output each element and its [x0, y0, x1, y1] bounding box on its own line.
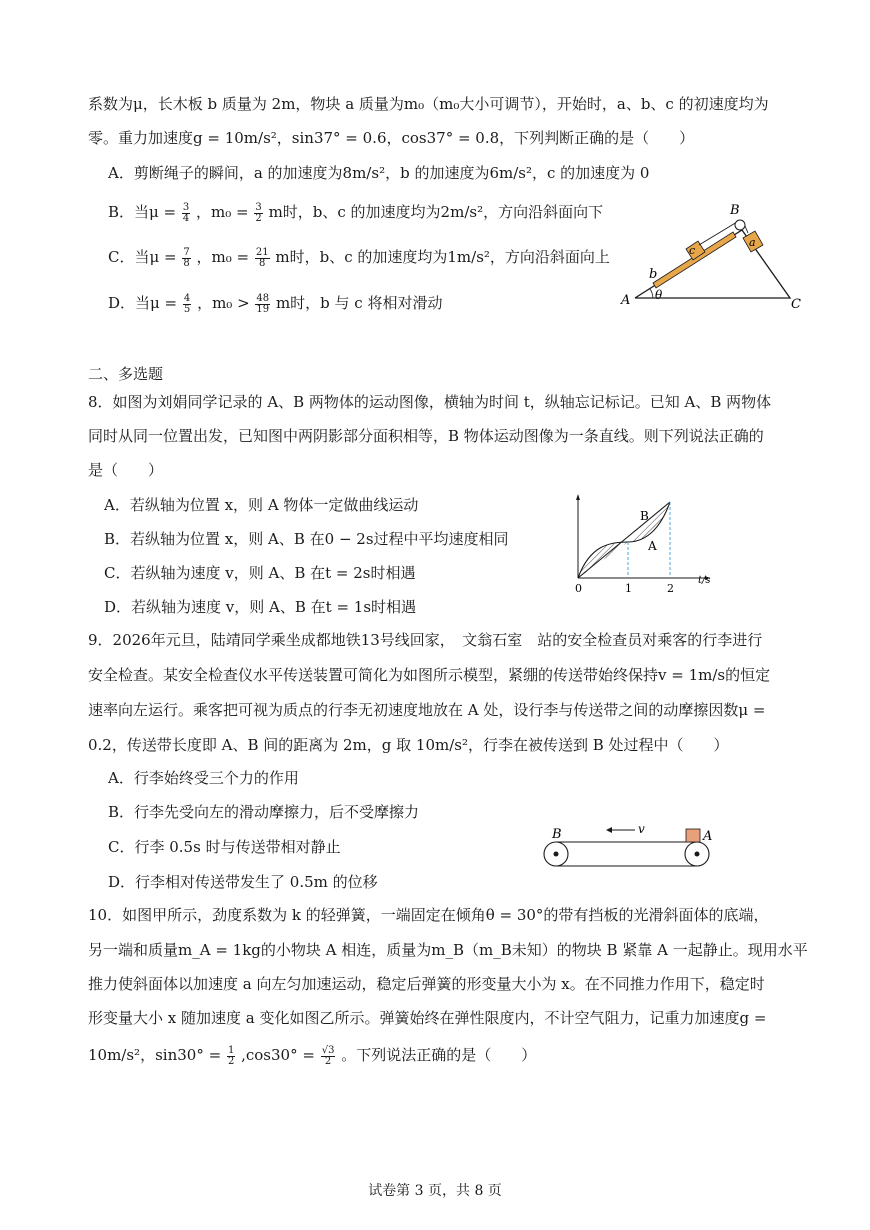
q7-option-b-prefix: B．当μ = [108, 203, 177, 221]
q7-option-c-mass-fraction [255, 248, 270, 269]
q7-option-c-mid: ，m₀ = [196, 248, 250, 266]
fraction-denominator: 2 [255, 212, 262, 224]
sin30-fraction [227, 1046, 235, 1067]
q10-line5-mid: ,cos30° = [241, 1046, 315, 1064]
q7-option-b-mid: ，m₀ = [196, 203, 249, 221]
q7-option-d-prefix: D．当μ = [108, 294, 178, 312]
left-roller-axle [554, 852, 559, 857]
fraction-denominator: 5 [183, 303, 191, 315]
q8-option-d: D．若纵轴为速度 v，则 A、B 在t = 1s时相遇 [104, 598, 417, 616]
fraction-numerator: 7 [183, 246, 190, 258]
label-c-point: C [791, 297, 801, 312]
rope-segment-hanging [745, 226, 748, 233]
q10-stem-line-5 [88, 1045, 536, 1067]
q9-option-c: C．行李 0.5s 时与传送带相对静止 [108, 838, 341, 856]
label-a-point: A [621, 293, 631, 308]
fraction-numerator: 1 [227, 1044, 235, 1056]
label-origin: 0 [575, 582, 582, 595]
q9-option-d: D．行李相对传送带发生了 0.5m 的位移 [108, 873, 378, 891]
q8-stem-line-1: 8．如图为刘娟同学记录的 A、B 两物体的运动图像，横轴为时间 t，纵轴忘记标记。已知 A、B 两物体 [88, 393, 772, 411]
fraction-denominator: 2 [227, 1055, 235, 1067]
q7-option-c-prefix: C．当μ = [108, 248, 177, 266]
label-board-b: b [649, 267, 658, 282]
label-b-line: B [640, 509, 649, 523]
angle-arc [650, 289, 653, 298]
q7-option-d-rest: m时，b 与 c 将相对滑动 [275, 294, 443, 312]
fraction-numerator: 21 [255, 246, 269, 258]
y-axis-arrow [576, 494, 580, 500]
label-b-pulley: B [730, 203, 740, 218]
q8-option-a: A．若纵轴为位置 x，则 A 物体一定做曲线运动 [104, 496, 419, 514]
q7-option-b-rest: m时，b、c 的加速度均为2m/s²，方向沿斜面向下 [268, 203, 604, 221]
label-velocity: v [638, 822, 645, 836]
cos30-fraction [321, 1046, 336, 1067]
q10-stem-line-3: 推力使斜面体以加速度 a 向左匀加速运动，稳定后弹簧的形变量大小为 x。在不同推力作用下，稳定时 [88, 975, 765, 993]
shaded-region-1 [578, 542, 628, 578]
q7-option-c-rest: m时，b、c 的加速度均为1m/s²，方向沿斜面向上 [275, 248, 610, 266]
fraction-denominator: 2 [324, 1055, 332, 1067]
q9-conveyor-figure [540, 818, 720, 870]
q8-stem-line-3: 是（ ） [88, 461, 164, 479]
label-a-curve: A [648, 539, 657, 553]
q10-stem-line-1: 10．如图甲所示，劲度系数为 k 的轻弹簧，一端固定在倾角θ = 30°的带有挡板的光滑斜面体的底端， [88, 906, 769, 924]
fraction-denominator: 8 [183, 257, 190, 269]
label-t-axis: t/s [698, 575, 711, 586]
section-title-multiple-choice: 二、多选题 [88, 365, 164, 383]
q7-stem-line-2: 零。重力加速度g = 10m/s²，sin37° = 0.6，cos37° = 0.8，下列判断正确的是（ ） [88, 129, 695, 147]
velocity-arrow-head [606, 827, 612, 833]
board-b [653, 232, 736, 288]
q8-option-b: B．若纵轴为位置 x，则 A、B 在0 − 2s过程中平均速度相同 [104, 530, 509, 548]
fraction-denominator: 19 [256, 303, 270, 315]
fraction-numerator: √3 [321, 1044, 335, 1056]
shaded-region-2 [628, 502, 670, 542]
luggage-block [686, 829, 700, 842]
q7-option-b-mass-fraction [254, 203, 262, 224]
q10-line5-prefix: 10m/s²，sin30° = [88, 1046, 222, 1064]
q7-option-c-mu-fraction [182, 248, 190, 269]
q7-option-b [108, 202, 603, 224]
pulley-circle [735, 220, 745, 230]
q8-stem-line-2: 同时从同一位置出发，已知图中两阴影部分面积相等，B 物体运动图像为一条直线。则下列说法正确的 [88, 427, 764, 445]
q9-option-b: B．行李先受向左的滑动摩擦力，后不受摩擦力 [108, 803, 420, 821]
q9-stem-line-3: 速率向左运行。乘客把可视为质点的行李无初速度地放在 A 处，设行李与传送带之间的动摩擦因数μ = [88, 701, 766, 719]
label-theta: θ [655, 288, 663, 302]
label-a-end: A [703, 829, 713, 844]
q7-option-d-mu-fraction [183, 294, 191, 315]
label-t1: 1 [625, 582, 632, 595]
q7-incline-figure [615, 198, 810, 313]
q7-option-d [108, 293, 442, 315]
fraction-numerator: 3 [182, 201, 190, 213]
q7-stem-line-1: 系数为μ，长木板 b 质量为 2m，物块 a 质量为m₀（m₀大小可调节），开始时，a、b、c 的初速度均为 [88, 95, 769, 113]
label-b-end: B [552, 827, 562, 842]
q8-option-c: C．若纵轴为速度 v，则 A、B 在t = 2s时相遇 [104, 564, 416, 582]
fraction-denominator: 4 [182, 212, 190, 224]
q10-stem-line-4: 形变量大小 x 随加速度 a 变化如图乙所示。弹簧始终在弹性限度内，不计空气阻力，记重力加速度g = [88, 1009, 767, 1027]
q7-option-a: A．剪断绳子的瞬间，a 的加速度为8m/s²，b 的加速度为6m/s²，c 的加速度为 0 [108, 164, 650, 182]
fraction-numerator: 48 [256, 292, 270, 304]
page-footer: 试卷第 3 页，共 8 页 [368, 1183, 502, 1199]
q9-option-a: A．行李始终受三个力的作用 [108, 769, 299, 787]
q7-option-c [108, 247, 610, 269]
label-t2: 2 [667, 582, 674, 595]
label-block-a: a [749, 236, 756, 249]
label-block-c: c [689, 244, 696, 257]
q10-line5-rest: 。下列说法正确的是（ ） [341, 1046, 537, 1064]
q9-stem-line-4: 0.2，传送带长度即 A、B 间的距离为 2m，g 取 10m/s²，行李在被传送到 B 处过程中（ ） [88, 736, 729, 754]
fraction-denominator: 8 [259, 257, 266, 269]
q10-stem-line-2: 另一端和质量m_A = 1kg的小物块 A 相连，质量为m_B（m_B未知）的物块 B 紧靠 A 一起静止。现用水平 [88, 941, 808, 959]
q7-option-b-mu-fraction [182, 203, 190, 224]
fraction-numerator: 4 [183, 292, 191, 304]
q7-option-d-mid: ，m₀ > [197, 294, 250, 312]
fraction-numerator: 3 [255, 201, 262, 213]
q7-option-d-mass-fraction [255, 294, 270, 315]
q9-stem-line-2: 安全检查。某安全检查仪水平传送装置可简化为如图所示模型，紧绷的传送带始终保持v = 1m/s的恒定 [88, 666, 771, 684]
q8-motion-graph [560, 490, 720, 600]
right-roller-axle [695, 852, 700, 857]
q9-stem-line-1: 9．2026年元旦，陆靖同学乘坐成都地铁13号线回家， 文翁石室 站的安全检查员对乘客的行李进行 [88, 631, 763, 649]
